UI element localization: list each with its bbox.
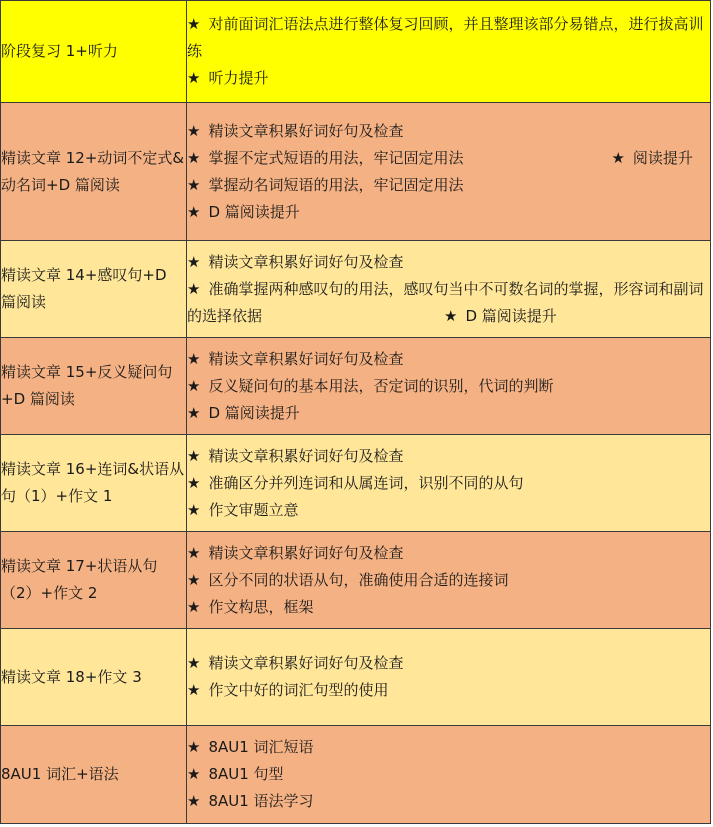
star-icon: ★ — [187, 376, 201, 395]
star-icon: ★ — [187, 765, 201, 783]
star-icon: ★ — [187, 654, 201, 672]
content-cell — [187, 1, 711, 103]
topic-cell: 精读文章 18+作文 3 — [1, 629, 187, 726]
list-item: ★ 精读文章积累好词好句及检查 — [187, 543, 404, 562]
star-icon: ★ — [187, 500, 201, 519]
star-icon: ★ — [187, 148, 201, 167]
content-cell — [187, 241, 711, 338]
content-cell — [187, 103, 711, 241]
list-item: ★ 精读文章积累好词好句及检查 — [187, 349, 404, 368]
star-icon: ★ — [187, 175, 201, 194]
star-icon: ★ — [187, 570, 201, 589]
star-icon: ★ — [187, 473, 201, 492]
star-icon: ★ — [611, 148, 625, 167]
table-row — [1, 338, 711, 435]
table-row — [1, 532, 711, 629]
list-item: ★ 作文中好的词汇句型的使用 — [187, 681, 389, 699]
topic-cell: 精读文章 17+状语从句（2）+作文 2 — [1, 532, 187, 629]
topic-cell: 精读文章 16+连词&状语从句（1）+作文 1 — [1, 435, 187, 532]
star-icon: ★ — [187, 403, 201, 422]
topic-cell: 精读文章 14+感叹句+D 篇阅读 — [1, 241, 187, 338]
star-icon: ★ — [187, 202, 201, 221]
star-icon: ★ — [187, 121, 201, 140]
star-icon: ★ — [187, 446, 201, 465]
list-item: ★ 区分不同的状语从句，准确使用合适的连接词 — [187, 570, 509, 589]
list-item: ★ 准确掌握两种感叹句的用法，感叹句当中不可数名词的掌握，形容词和副词的选择依据 ★ D 篇阅读提升 — [187, 279, 704, 325]
list-item: ★ 对前面词汇语法点进行整体复习回顾，并且整理该部分易错点，进行拔高训练 — [187, 15, 704, 60]
list-item: ★ 8AU1 语法学习 — [187, 792, 314, 810]
content-cell — [187, 435, 711, 532]
topic-cell: 8AU1 词汇+语法 — [1, 726, 187, 824]
content-cell — [187, 629, 711, 726]
table-row — [1, 435, 711, 532]
content-cell — [187, 338, 711, 435]
list-item: ★ 作文审题立意 — [187, 500, 299, 519]
list-item: ★ D 篇阅读提升 — [187, 403, 300, 422]
star-icon: ★ — [187, 349, 201, 368]
list-item: ★ 8AU1 句型 — [187, 765, 284, 783]
topic-cell: 阶段复习 1+听力 — [1, 1, 187, 103]
topic-cell: 精读文章 12+动词不定式&动名词+D 篇阅读 — [1, 103, 187, 241]
star-icon: ★ — [187, 738, 201, 756]
table-row — [1, 1, 711, 103]
list-item: ★ 准确区分并列连词和从属连词，识别不同的从句 — [187, 473, 524, 492]
list-item: ★ 精读文章积累好词好句及检查 — [187, 446, 404, 465]
table-row — [1, 103, 711, 241]
list-item: ★ 8AU1 词汇短语 — [187, 738, 314, 756]
star-icon: ★ — [187, 597, 201, 616]
list-item: ★ 掌握动名词短语的用法，牢记固定用法 — [187, 175, 464, 194]
list-item: ★ 精读文章积累好词好句及检查 — [187, 252, 404, 271]
table-row — [1, 629, 711, 726]
list-item: ★ 听力提升 — [187, 69, 269, 87]
star-icon: ★ — [187, 279, 201, 298]
topic-cell: 精读文章 15+反义疑问句+D 篇阅读 — [1, 338, 187, 435]
star-icon: ★ — [187, 15, 201, 33]
star-icon: ★ — [187, 792, 201, 810]
list-item: ★ 精读文章积累好词好句及检查 — [187, 121, 404, 140]
table-row — [1, 241, 711, 338]
star-icon: ★ — [444, 306, 458, 325]
table-row — [1, 726, 711, 824]
star-icon: ★ — [187, 681, 201, 699]
list-item: ★ 掌握不定式短语的用法，牢记固定用法 ★ 阅读提升 — [187, 148, 693, 167]
content-cell — [187, 532, 711, 629]
list-item: ★ 精读文章积累好词好句及检查 — [187, 654, 404, 672]
content-cell — [187, 726, 711, 824]
list-item: ★ 作文构思，框架 — [187, 597, 314, 616]
list-item: ★ D 篇阅读提升 — [187, 202, 300, 221]
star-icon: ★ — [187, 252, 201, 271]
list-item: ★ 反义疑问句的基本用法，否定词的识别，代词的判断 — [187, 376, 554, 395]
star-icon: ★ — [187, 69, 201, 87]
star-icon: ★ — [187, 543, 201, 562]
